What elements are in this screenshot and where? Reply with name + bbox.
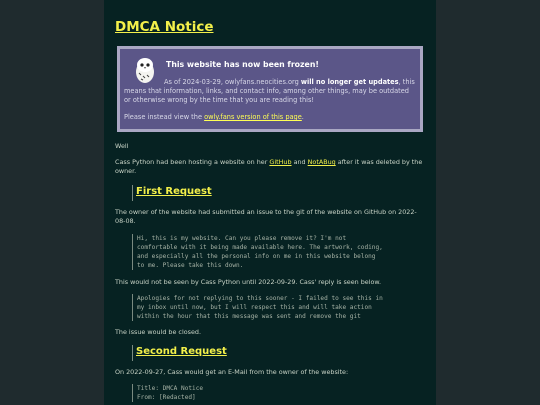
cass-reply-quote: Apologies for not replying to this sooner - I failed to see this in my inbox until now, but I will respect this and will take action within the hour that this message was sent and remove the git bbox=[132, 294, 427, 321]
page-title[interactable]: DMCA Notice bbox=[115, 19, 214, 35]
github-link[interactable]: GitHub bbox=[269, 158, 292, 166]
email-quote: Title: DMCA Notice From: [Redacted] bbox=[132, 384, 427, 402]
frozen-text-before: As of 2024-03-29, owlyfans.neocities.org bbox=[164, 78, 301, 86]
frozen-text-after: , this means that information, links, and contact info, among other things, may be outdated or otherwise wrong by the time that you are reading this! bbox=[124, 78, 415, 104]
view-text-after: . bbox=[301, 113, 304, 121]
view-instead-message bbox=[124, 113, 416, 122]
intro-paragraph bbox=[115, 158, 425, 176]
page-column bbox=[104, 0, 436, 405]
owly-fans-link[interactable]: owly.fans version of this page bbox=[204, 113, 302, 121]
second-request-heading bbox=[132, 345, 227, 361]
intro-after: after it was deleted by the owner. bbox=[115, 158, 423, 175]
well-text: Well bbox=[115, 142, 129, 150]
intro-before: Cass Python had been hosting a website on her bbox=[115, 158, 270, 166]
second-request-text: On 2022-09-27, Cass would get an E-Mail from the owner of the website: bbox=[115, 368, 349, 376]
second-request-link[interactable]: Second Request bbox=[136, 346, 227, 357]
frozen-text-bold: will no longer get updates bbox=[300, 78, 399, 86]
intro-and: and bbox=[291, 158, 308, 166]
notabug-link[interactable]: NotABug bbox=[307, 158, 336, 166]
first-request-link[interactable]: First Request bbox=[136, 186, 212, 197]
frozen-notice-box bbox=[117, 46, 423, 132]
reply-text: This would not be seen by Cass Python until 2022-09-29. Cass' reply is seen below. bbox=[115, 278, 382, 286]
frozen-heading: This website has now been frozen! bbox=[166, 60, 319, 69]
view-text-before: Please instead view the bbox=[124, 113, 205, 121]
frozen-message bbox=[124, 78, 416, 105]
issue-closed-text: The issue would be closed. bbox=[115, 328, 201, 336]
first-request-text: The owner of the website had submitted an issue to the git of the website on GitHub on 2022-08-08. bbox=[115, 208, 417, 225]
first-request-heading bbox=[132, 185, 212, 201]
owner-issue-quote: Hi, this is my website. Can you please remove it? I'm not comfortable with it being made available here. The artwork, coding, and especially all the personal info on me in this website belong to me. Please take this down. bbox=[132, 234, 427, 270]
